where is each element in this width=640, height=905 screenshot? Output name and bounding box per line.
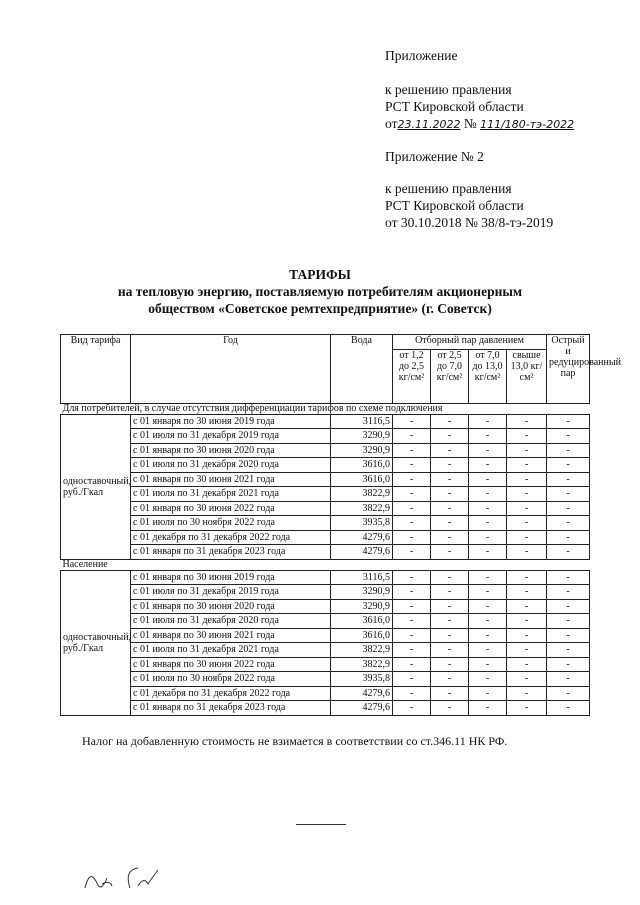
dash-cell: - xyxy=(547,614,590,629)
header-p2: от 2,5 до 7,0 кг/см² xyxy=(431,349,469,403)
section-title: Для потребителей, в случае отсутствия дифференциации тарифов по схеме подключения xyxy=(61,403,590,414)
dash-cell: - xyxy=(547,458,590,473)
table-row xyxy=(61,487,590,502)
dash-cell: - xyxy=(469,672,507,687)
dash-cell: - xyxy=(469,686,507,701)
ref2-label: от 30.10.2018 № 38/8-тэ-2019 xyxy=(385,215,554,230)
dash-cell: - xyxy=(469,701,507,716)
dash-cell: - xyxy=(547,516,590,531)
dash-cell: - xyxy=(469,628,507,643)
water-value: 3616,0 xyxy=(331,458,393,473)
handwritten-number: 111/180-тэ-2022 xyxy=(480,118,575,131)
table-row xyxy=(61,545,590,560)
dash-cell: - xyxy=(393,628,431,643)
dash-cell: - xyxy=(431,585,469,600)
table-row xyxy=(61,643,590,658)
dash-cell: - xyxy=(469,414,507,429)
period-cell: с 01 января по 30 июня 2019 года xyxy=(131,570,331,585)
table-row xyxy=(61,686,590,701)
dash-cell: - xyxy=(547,585,590,600)
dash-cell: - xyxy=(507,472,547,487)
water-value: 3290,9 xyxy=(331,599,393,614)
org-label: РСТ Кировской области xyxy=(385,99,524,114)
dash-cell: - xyxy=(393,501,431,516)
table-row xyxy=(61,443,590,458)
dash-cell: - xyxy=(431,614,469,629)
dash-cell: - xyxy=(431,599,469,614)
period-cell: с 01 июля по 31 декабря 2020 года xyxy=(131,614,331,629)
dash-cell: - xyxy=(393,545,431,560)
table-row xyxy=(61,585,590,600)
dash-cell: - xyxy=(547,672,590,687)
dash-cell: - xyxy=(469,545,507,560)
water-value: 3290,9 xyxy=(331,443,393,458)
footnote: Налог на добавленную стоимость не взимается в соответствии со ст.346.11 НК РФ. xyxy=(82,734,508,748)
water-value: 3935,8 xyxy=(331,516,393,531)
dash-cell: - xyxy=(547,472,590,487)
water-value: 3616,0 xyxy=(331,628,393,643)
dash-cell: - xyxy=(507,487,547,502)
period-cell: с 01 января по 30 июня 2020 года xyxy=(131,599,331,614)
table-row xyxy=(61,701,590,716)
dash-cell: - xyxy=(393,599,431,614)
table-row xyxy=(61,657,590,672)
water-value: 4279,6 xyxy=(331,686,393,701)
dash-cell: - xyxy=(393,672,431,687)
water-value: 3116,5 xyxy=(331,414,393,429)
period-cell: с 01 января по 30 июня 2021 года xyxy=(131,628,331,643)
dash-cell: - xyxy=(469,570,507,585)
dash-cell: - xyxy=(431,672,469,687)
dash-cell: - xyxy=(431,458,469,473)
dash-cell: - xyxy=(469,585,507,600)
dash-cell: - xyxy=(393,701,431,716)
dash-cell: - xyxy=(469,458,507,473)
header-steam: Отборный пар давлением xyxy=(393,335,547,350)
period-cell: с 01 января по 30 июня 2022 года xyxy=(131,657,331,672)
period-cell: с 01 июля по 30 ноября 2022 года xyxy=(131,672,331,687)
water-value: 4279,6 xyxy=(331,530,393,545)
period-cell: с 01 января по 31 декабря 2023 года xyxy=(131,701,331,716)
dash-cell: - xyxy=(547,628,590,643)
table-row xyxy=(61,599,590,614)
dash-cell: - xyxy=(507,585,547,600)
dash-cell: - xyxy=(393,472,431,487)
water-value: 3822,9 xyxy=(331,501,393,516)
period-cell: с 01 июля по 31 декабря 2019 года xyxy=(131,585,331,600)
dash-cell: - xyxy=(431,701,469,716)
period-cell: с 01 января по 30 июня 2020 года xyxy=(131,443,331,458)
tariff-type: одноставочный, руб./Гкал xyxy=(61,414,131,559)
dash-cell: - xyxy=(393,614,431,629)
dash-cell: - xyxy=(469,429,507,444)
dash-cell: - xyxy=(507,643,547,658)
tariff-type: одноставочный, руб./Гкал xyxy=(61,570,131,715)
period-cell: с 01 июля по 31 декабря 2020 года xyxy=(131,458,331,473)
num-prefix: № xyxy=(463,116,477,131)
water-value: 3822,9 xyxy=(331,657,393,672)
dash-cell: - xyxy=(547,599,590,614)
decision-label: к решению правления xyxy=(385,82,512,97)
dash-cell: - xyxy=(431,530,469,545)
period-cell: с 01 июля по 31 декабря 2019 года xyxy=(131,429,331,444)
dash-cell: - xyxy=(507,501,547,516)
decision2-label: к решению правления xyxy=(385,181,512,196)
water-value: 3116,5 xyxy=(331,570,393,585)
header-p4: свыше 13,0 кг/см² xyxy=(507,349,547,403)
dash-cell: - xyxy=(431,516,469,531)
dash-cell: - xyxy=(547,545,590,560)
dash-cell: - xyxy=(547,487,590,502)
table-row xyxy=(61,429,590,444)
dash-cell: - xyxy=(547,686,590,701)
dash-cell: - xyxy=(469,443,507,458)
signature-icon xyxy=(80,858,200,898)
dash-cell: - xyxy=(469,501,507,516)
dash-cell: - xyxy=(547,429,590,444)
dash-cell: - xyxy=(431,545,469,560)
dash-cell: - xyxy=(469,599,507,614)
water-value: 3822,9 xyxy=(331,643,393,658)
period-cell: с 01 июля по 31 декабря 2021 года xyxy=(131,487,331,502)
doc-title: ТАРИФЫ xyxy=(289,267,351,282)
dash-cell: - xyxy=(547,701,590,716)
water-value: 3290,9 xyxy=(331,585,393,600)
dash-cell: - xyxy=(431,643,469,658)
from-prefix: от xyxy=(385,116,398,131)
header-p3: от 7,0 до 13,0 кг/см² xyxy=(469,349,507,403)
org2-label: РСТ Кировской области xyxy=(385,198,524,213)
table-row xyxy=(61,458,590,473)
water-value: 4279,6 xyxy=(331,545,393,560)
dash-cell: - xyxy=(393,516,431,531)
dash-cell: - xyxy=(507,570,547,585)
header-sharp: Острый и редуцированный пар xyxy=(547,335,590,404)
water-value: 4279,6 xyxy=(331,701,393,716)
period-cell: с 01 января по 30 июня 2022 года xyxy=(131,501,331,516)
handwritten-date: 23.11.2022 xyxy=(397,118,461,131)
section-title: Население xyxy=(61,559,590,570)
doc-subtitle-1: на тепловую энергию, поставляемую потребителям акционерным xyxy=(117,284,523,299)
dash-cell: - xyxy=(547,501,590,516)
dash-cell: - xyxy=(547,414,590,429)
dash-cell: - xyxy=(393,585,431,600)
table-row xyxy=(61,414,590,429)
dash-cell: - xyxy=(431,414,469,429)
dash-cell: - xyxy=(431,686,469,701)
dash-cell: - xyxy=(547,443,590,458)
dash-cell: - xyxy=(507,443,547,458)
dash-cell: - xyxy=(507,458,547,473)
tariff-table xyxy=(60,334,621,716)
section-row xyxy=(61,403,590,414)
dash-cell: - xyxy=(507,657,547,672)
dash-cell: - xyxy=(507,628,547,643)
dash-cell: - xyxy=(393,487,431,502)
dash-cell: - xyxy=(393,414,431,429)
dash-cell: - xyxy=(431,628,469,643)
table-row xyxy=(61,516,590,531)
dash-cell: - xyxy=(469,614,507,629)
dash-cell: - xyxy=(431,501,469,516)
period-cell: с 01 января по 31 декабря 2023 года xyxy=(131,545,331,560)
dash-cell: - xyxy=(507,414,547,429)
dash-cell: - xyxy=(393,443,431,458)
header-type: Вид тарифа xyxy=(61,335,131,404)
dash-cell: - xyxy=(431,657,469,672)
table-row xyxy=(61,570,590,585)
water-value: 3290,9 xyxy=(331,429,393,444)
table-row xyxy=(61,530,590,545)
dash-cell: - xyxy=(507,516,547,531)
table-row xyxy=(61,672,590,687)
dash-cell: - xyxy=(393,530,431,545)
period-cell: с 01 января по 30 июня 2021 года xyxy=(131,472,331,487)
dash-cell: - xyxy=(547,643,590,658)
dash-cell: - xyxy=(507,686,547,701)
dash-cell: - xyxy=(431,570,469,585)
dash-cell: - xyxy=(547,657,590,672)
dash-cell: - xyxy=(393,429,431,444)
decision-ref xyxy=(385,115,574,133)
dash-cell: - xyxy=(431,487,469,502)
dash-cell: - xyxy=(431,443,469,458)
dash-cell: - xyxy=(469,487,507,502)
dash-cell: - xyxy=(469,643,507,658)
dash-cell: - xyxy=(431,429,469,444)
dash-cell: - xyxy=(431,472,469,487)
table-row xyxy=(61,628,590,643)
dash-cell: - xyxy=(469,516,507,531)
dash-cell: - xyxy=(507,599,547,614)
dash-cell: - xyxy=(393,686,431,701)
dash-cell: - xyxy=(507,701,547,716)
appendix2-label: Приложение № 2 xyxy=(385,149,484,164)
dash-cell: - xyxy=(547,570,590,585)
divider xyxy=(296,824,346,825)
dash-cell: - xyxy=(507,530,547,545)
period-cell: с 01 декабря по 31 декабря 2022 года xyxy=(131,530,331,545)
water-value: 3616,0 xyxy=(331,472,393,487)
dash-cell: - xyxy=(507,545,547,560)
dash-cell: - xyxy=(469,530,507,545)
dash-cell: - xyxy=(393,643,431,658)
dash-cell: - xyxy=(393,657,431,672)
dash-cell: - xyxy=(507,429,547,444)
dash-cell: - xyxy=(507,672,547,687)
period-cell: с 01 января по 30 июня 2019 года xyxy=(131,414,331,429)
period-cell: с 01 декабря по 31 декабря 2022 года xyxy=(131,686,331,701)
dash-cell: - xyxy=(393,570,431,585)
table-row xyxy=(61,614,590,629)
water-value: 3616,0 xyxy=(331,614,393,629)
table-row xyxy=(61,501,590,516)
table-row xyxy=(61,472,590,487)
doc-subtitle-2: обществом «Советское ремтехпредприятие» (г. Советск) xyxy=(148,301,492,316)
appendix-label: Приложение xyxy=(385,48,458,63)
water-value: 3822,9 xyxy=(331,487,393,502)
period-cell: с 01 июля по 31 декабря 2021 года xyxy=(131,643,331,658)
water-value: 3935,8 xyxy=(331,672,393,687)
dash-cell: - xyxy=(469,472,507,487)
header-year: Год xyxy=(131,335,331,404)
dash-cell: - xyxy=(507,614,547,629)
header-water: Вода xyxy=(331,335,393,404)
dash-cell: - xyxy=(547,530,590,545)
dash-cell: - xyxy=(469,657,507,672)
section-row xyxy=(61,559,590,570)
dash-cell: - xyxy=(393,458,431,473)
header-p1: от 1,2 до 2,5 кг/см² xyxy=(393,349,431,403)
period-cell: с 01 июля по 30 ноября 2022 года xyxy=(131,516,331,531)
